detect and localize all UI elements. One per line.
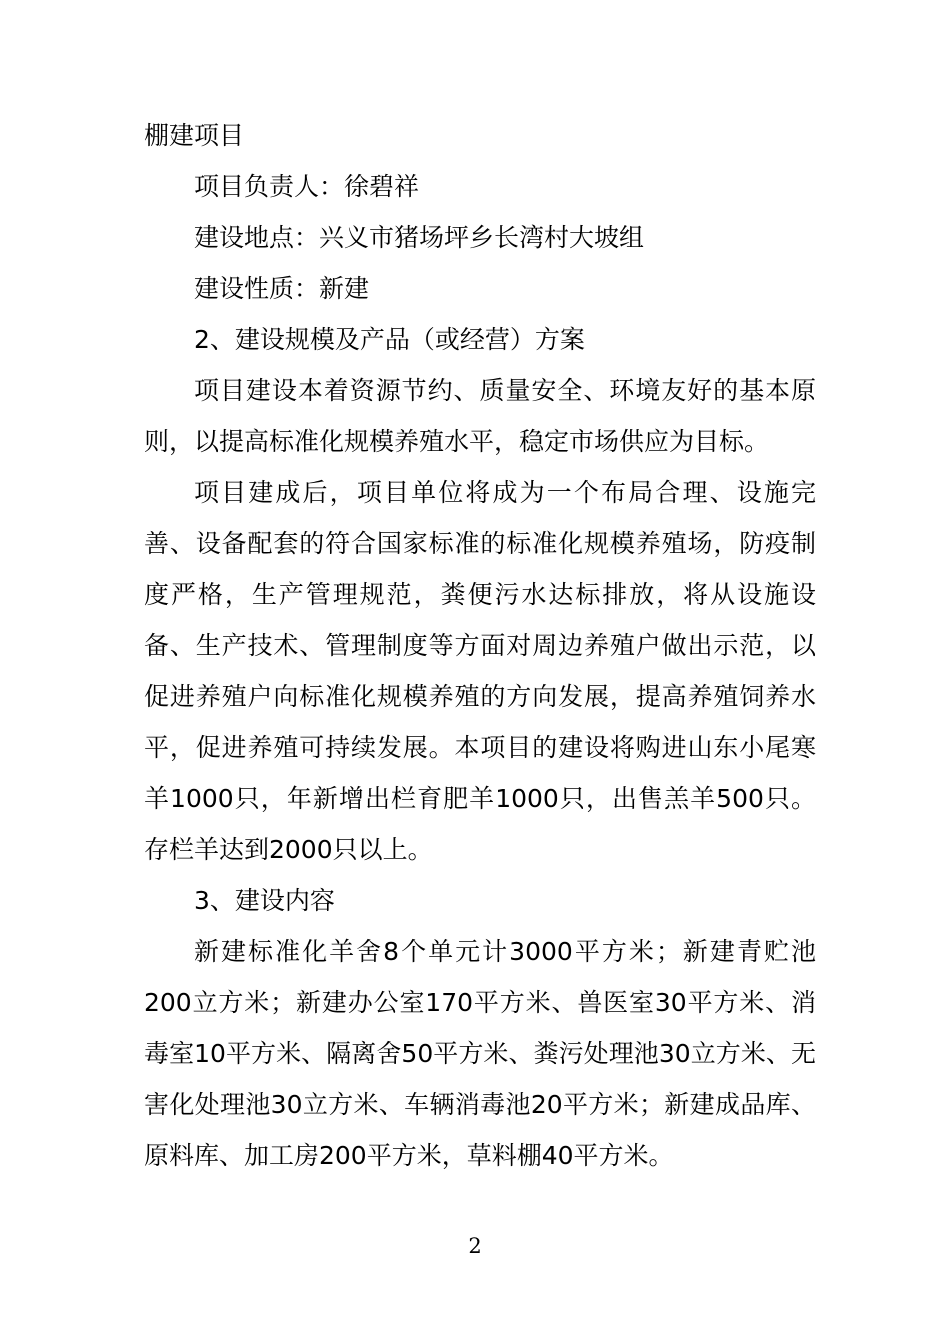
paragraph-continuation: 棚建项目 <box>144 121 245 150</box>
section-heading-scale: 2、建设规模及产品（或经营）方案 <box>194 325 585 354</box>
paragraph-construction: 新建标准化羊舍8个单元计3000平方米；新建青贮池200立方米；新建办公室170平方米、兽医室30平方米、消毒室10平方米、隔离舍50平方米、粪污处理池30立方米、无害化处理池30立方米、车辆消毒池20平方米；新建成品库、原料库、加工房200平方米，草料棚40平方米。 <box>144 937 816 1170</box>
paragraph-nature: 建设性质：新建 <box>194 274 370 303</box>
section-heading-content: 3、建设内容 <box>194 886 335 915</box>
paragraph-project-leader: 项目负责人：徐碧祥 <box>194 172 420 201</box>
paragraph-location: 建设地点：兴义市猪场坪乡长湾村大坡组 <box>194 223 645 252</box>
paragraph-outcome: 项目建成后，项目单位将成为一个布局合理、设施完善、设备配套的符合国家标准的标准化规模养殖场，防疫制度严格，生产管理规范，粪便污水达标排放，将从设施设备、生产技术、管理制度等方面对周边养殖户做出示范，以促进养殖户向标准化规模养殖的方向发展，提高养殖饲养水平，促进养殖可持续发展。本项目的建设将购进山东小尾寒羊1000只，年新增出栏育肥羊1000只，出售羔羊500只。存栏羊达到2000只以上。 <box>144 478 816 864</box>
paragraph-principles: 项目建设本着资源节约、质量安全、环境友好的基本原则，以提高标准化规模养殖水平，稳定市场供应为目标。 <box>144 376 816 456</box>
document-body <box>144 110 816 1181</box>
page-number: 2 <box>468 1234 482 1258</box>
